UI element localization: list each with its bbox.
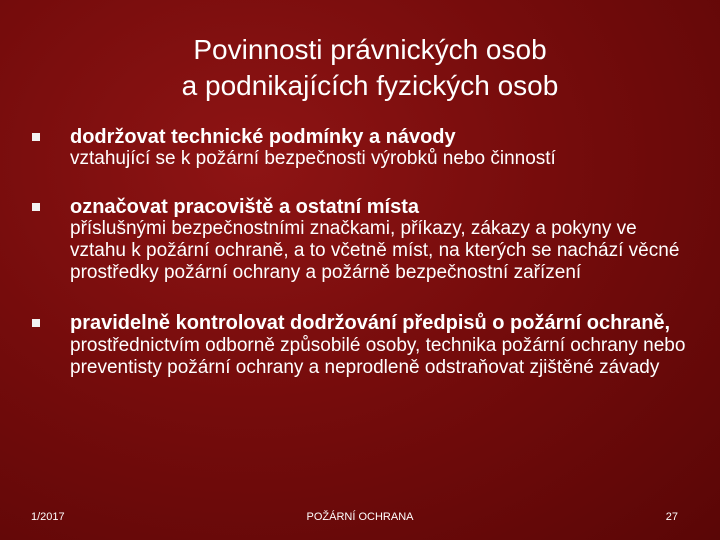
bullet-description: vztahující se k požární bezpečnosti výrobků nebo činností <box>70 148 556 169</box>
bullet-item <box>30 312 690 379</box>
bullet-heading: pravidelně kontrolovat dodržování předpisů o požární ochraně, <box>70 312 671 334</box>
bullet-description: příslušnými bezpečnostními značkami, příkazy, zákazy a pokyny ve vztahu k požární ochraně, a to včetně míst, na kterých se nachází věcné prostředky požární ochrany a požárně bezpečnostní zařízení <box>70 218 680 283</box>
footer-date: 1/2017 <box>31 511 65 523</box>
bullet-item <box>30 126 690 170</box>
slide-title <box>80 32 660 104</box>
page-number: 27 <box>665 511 678 523</box>
square-bullet-icon <box>32 319 40 327</box>
square-bullet-icon <box>32 203 40 211</box>
bullet-item <box>30 196 690 284</box>
bullet-heading: dodržovat technické podmínky a návody <box>70 126 456 148</box>
bullet-list <box>30 126 690 405</box>
bullet-heading: označovat pracoviště a ostatní místa <box>70 196 420 218</box>
bullet-text <box>70 312 690 379</box>
bullet-description: prostřednictvím odborně způsobilé osoby, technika požární ochrany nebo preventisty požární ochrany a neprodleně odstraňovat zjištěné závady <box>70 335 686 378</box>
title-line-1: Povinnosti právnických osob <box>193 34 547 65</box>
title-line-2: a podnikajících fyzických osob <box>181 70 559 101</box>
square-bullet-icon <box>32 133 40 141</box>
footer-title: POŽÁRNÍ OCHRANA <box>306 511 414 523</box>
